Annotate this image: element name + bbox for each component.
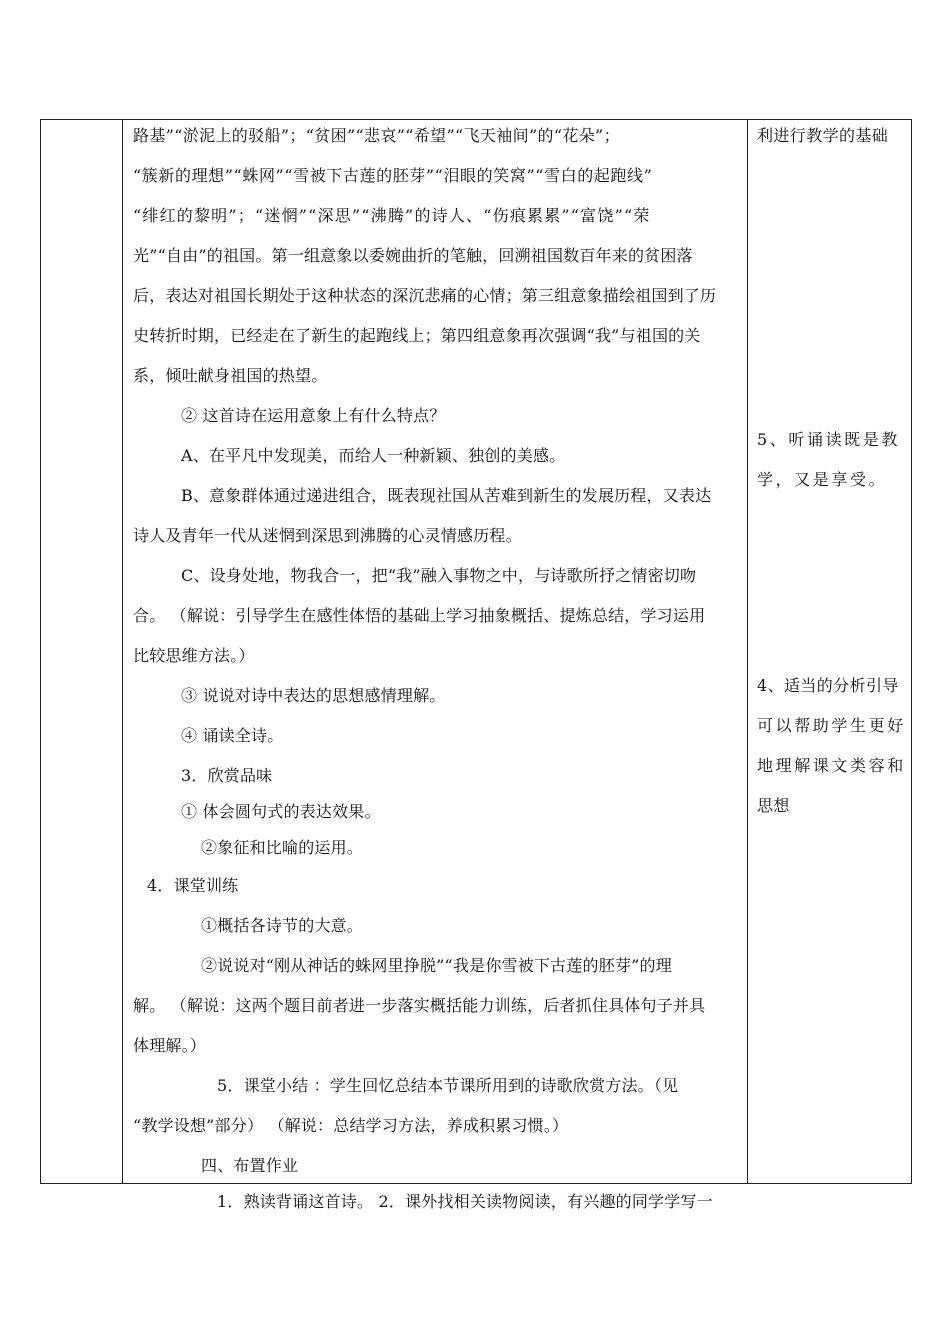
- content-line: ② 这首诗在运用意象上有什么特点？: [181, 406, 446, 425]
- content-line: ①概括各诗节的大意。: [201, 916, 364, 935]
- content-line: 比较思维方法。）: [133, 646, 255, 665]
- note-line: 可以帮助学生更好: [757, 716, 906, 735]
- column-divider-left: [122, 120, 123, 1183]
- note-line: 地理解课文类容和: [757, 756, 906, 775]
- content-line: ④ 诵读全诗。: [181, 726, 284, 745]
- content-line: B、意象群体通过递进组合，既表现社国从苦难到新生的发展历程，又表达: [181, 486, 712, 505]
- content-line: A、在平凡中发现美，而给人一种新颖、独创的美感。: [181, 446, 566, 465]
- content-line: ②象征和比喻的运用。: [201, 838, 364, 857]
- content-line: 系，倾吐献身祖国的热望。: [133, 366, 328, 385]
- content-line: 合。 （解说：引导学生在感性体悟的基础上学习抽象概括、提炼总结，学习运用: [133, 606, 706, 625]
- content-line: 史转折时期，已经走在了新生的起跑线上；第四组意象再次强调“我”与祖国的关: [133, 326, 701, 345]
- content-line: “簇新的理想”“蛛网”“雪被下古莲的胚芽”“泪眼的笑窝”“雪白的起跑线”: [133, 166, 653, 185]
- note-line: 4、适当的分析引导: [757, 676, 899, 695]
- note-line: 学，又是享受。: [757, 470, 888, 489]
- content-line: 1．熟读背诵这首诗。 2．课外找相关读物阅读，有兴趣的同学学写一: [217, 1192, 713, 1211]
- content-line: ① 体会圆句式的表达效果。: [181, 802, 381, 821]
- content-line: 解。 （解说：这两个题目前者进一步落实概括能力训练，后者抓住具体句子并具: [133, 996, 706, 1015]
- lesson-plan-table: [40, 119, 912, 1211]
- content-line: “绯红的黎明”；“迷惘”“深思”“沸腾”的诗人、“伤痕累累”“富饶”“荣: [133, 206, 651, 225]
- column-divider-right: [747, 120, 748, 1183]
- content-line: 5．课堂小结 ：学生回忆总结本节课所用到的诗歌欣赏方法。（见: [217, 1076, 679, 1095]
- note-line: 5、听诵读既是教: [757, 430, 900, 449]
- content-line: “教学设想”部分） （解说：总结学习方法，养成积累习惯。）: [133, 1116, 569, 1135]
- content-line: 后，表达对祖国长期处于这种状态的深沉悲痛的心情；第三组意象描绘祖国到了历: [133, 286, 717, 305]
- note-line: 利进行教学的基础: [757, 126, 889, 145]
- content-line: 路基”“淤泥上的驳船”；“贫困”“悲哀”“希望”“飞天袖间”的“花朵”；: [133, 126, 620, 145]
- content-line: ③ 说说对诗中表达的思想感情理解。: [181, 686, 446, 705]
- content-line: C、设身处地，物我合一，把“我”融入事物之中，与诗歌所抒之情密切吻: [181, 566, 697, 585]
- content-line: ②说说对“刚从神话的蛛网里挣脱”“我是你雪被下古莲的胚芽”的理: [201, 956, 672, 975]
- content-line: 诗人及青年一代从迷惘到深思到沸腾的心灵情感历程。: [133, 526, 522, 545]
- content-line: 3．欣赏品味: [181, 766, 273, 785]
- content-line: 体理解。）: [133, 1036, 207, 1055]
- note-line: 思想: [757, 796, 790, 815]
- content-line: 光”“自由”的祖国。第一组意象以委婉曲折的笔触，回溯祖国数百年来的贫困落: [133, 246, 693, 265]
- content-line: 4．课堂训练: [147, 876, 239, 895]
- content-line: 四、布置作业: [201, 1156, 299, 1175]
